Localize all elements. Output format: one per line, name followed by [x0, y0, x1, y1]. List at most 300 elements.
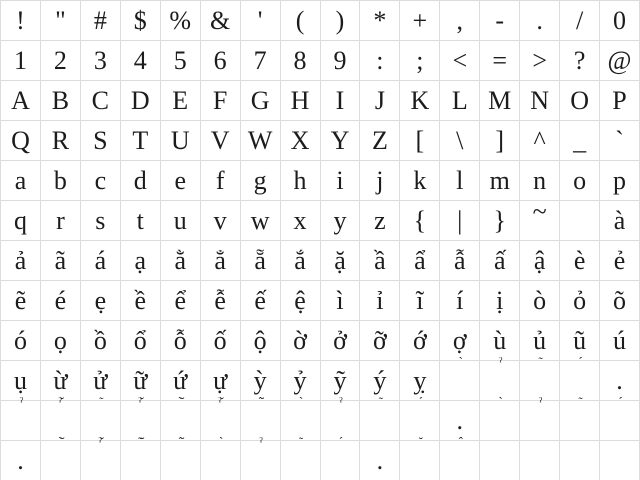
glyph: ˀ	[539, 394, 541, 409]
glyph-cell	[41, 161, 81, 201]
glyph-cell	[161, 434, 201, 480]
glyph: á	[94, 245, 107, 275]
glyph: ˋ	[458, 354, 461, 369]
glyph: .	[376, 445, 384, 475]
glyph: h	[293, 165, 307, 195]
glyph-row	[1, 394, 640, 441]
glyph-cell	[400, 321, 440, 361]
glyph: ˊ	[578, 354, 581, 369]
glyph: ỗ	[173, 325, 187, 355]
glyph-cell	[81, 81, 121, 121]
glyph: c	[94, 165, 107, 195]
glyph-cell	[121, 161, 161, 201]
glyph: Y	[330, 125, 350, 155]
glyph-cell	[41, 281, 81, 321]
glyph-cell	[440, 1, 480, 41]
glyph: "	[55, 5, 66, 35]
glyph: ự	[213, 365, 228, 395]
glyph-cell	[1, 441, 41, 480]
glyph: ẽ	[14, 285, 27, 315]
glyph-cell	[360, 441, 400, 480]
glyph: ỡ	[373, 325, 387, 355]
glyph-cell	[81, 321, 121, 361]
glyph: ẳ	[214, 245, 226, 275]
glyph: u	[173, 205, 187, 235]
glyph: q	[13, 205, 27, 235]
glyph: ˜	[99, 394, 102, 409]
glyph: 2	[53, 45, 67, 75]
glyph-cell	[201, 434, 241, 480]
glyph: ˋ˘	[177, 394, 183, 409]
glyph: ỳ	[253, 365, 267, 395]
glyph-cell	[560, 41, 600, 81]
glyph: ˜	[538, 354, 541, 369]
glyph-cell	[81, 241, 121, 281]
glyph-cell	[400, 41, 440, 81]
glyph-cell	[281, 241, 321, 281]
glyph: ẹ	[94, 285, 107, 315]
glyph: W	[247, 125, 273, 155]
glyph: ỏ	[573, 285, 587, 315]
glyph-cell	[480, 241, 520, 281]
glyph: ì	[336, 285, 344, 315]
glyph: !	[16, 5, 25, 35]
glyph: ề	[134, 285, 147, 315]
glyph: N	[530, 85, 550, 115]
glyph-cell	[360, 161, 400, 201]
glyph: d	[133, 165, 147, 195]
glyph-cell	[201, 321, 241, 361]
glyph-cell	[161, 161, 201, 201]
glyph: t	[136, 205, 144, 235]
glyph: ồ	[93, 325, 107, 355]
glyph: ắ	[294, 245, 306, 275]
glyph: {	[413, 205, 427, 235]
glyph: V	[210, 125, 230, 155]
glyph-cell	[600, 161, 640, 201]
glyph: ậ	[533, 245, 546, 275]
glyph-cell	[400, 1, 440, 41]
glyph: ị	[496, 285, 504, 315]
glyph-cell	[321, 81, 361, 121]
glyph-cell	[480, 81, 520, 121]
glyph-cell	[281, 41, 321, 81]
glyph-cell	[41, 434, 81, 480]
glyph: ủ	[533, 325, 547, 355]
glyph: J	[374, 85, 385, 115]
glyph-cell	[121, 241, 161, 281]
glyph-cell	[480, 1, 520, 41]
glyph-cell	[600, 394, 640, 441]
glyph: a	[14, 165, 27, 195]
glyph: ỹ	[333, 365, 347, 395]
glyph-cell	[560, 281, 600, 321]
glyph: E	[172, 85, 189, 115]
glyph-cell	[81, 161, 121, 201]
glyph: 1	[13, 45, 27, 75]
glyph-cell	[400, 241, 440, 281]
glyph-cell	[241, 161, 281, 201]
glyph: ẻ	[613, 245, 626, 275]
glyph-cell	[201, 41, 241, 81]
glyph: m	[489, 165, 510, 195]
glyph-cell	[560, 201, 600, 241]
glyph-cell	[360, 81, 400, 121]
glyph-cell	[600, 201, 640, 241]
glyph: p	[613, 165, 627, 195]
glyph: ˘	[418, 434, 422, 449]
glyph: è	[573, 245, 586, 275]
glyph: ễ	[214, 285, 226, 315]
glyph: ọ	[53, 325, 67, 355]
glyph: ˀ˘	[58, 394, 63, 409]
glyph-cell	[281, 1, 321, 41]
glyph-cell	[520, 281, 560, 321]
glyph-cell	[400, 281, 440, 321]
glyph-cell	[121, 434, 161, 480]
glyph: ế	[254, 285, 266, 315]
glyph-cell	[360, 41, 400, 81]
glyph-cell	[281, 201, 321, 241]
glyph-cell	[440, 434, 480, 480]
glyph: ˊ	[418, 394, 422, 409]
glyph-cell	[81, 121, 121, 161]
glyph-cell	[600, 1, 640, 41]
glyph-cell	[201, 81, 241, 121]
glyph: ˊ	[338, 434, 342, 449]
glyph: ứ	[173, 365, 188, 395]
glyph-cell	[480, 121, 520, 161]
glyph-cell	[520, 241, 560, 281]
glyph-cell	[480, 321, 520, 361]
glyph: *	[373, 5, 387, 35]
glyph: ˋ	[498, 394, 501, 409]
glyph: .	[616, 365, 623, 395]
glyph: ỷ	[293, 365, 307, 395]
glyph: k	[413, 165, 427, 195]
glyph-cell	[560, 81, 600, 121]
glyph-cell	[400, 81, 440, 121]
glyph-cell	[560, 161, 600, 201]
glyph: ừ	[53, 365, 68, 395]
glyph: ố	[213, 325, 227, 355]
glyph-cell	[281, 121, 321, 161]
glyph: ặ	[334, 245, 346, 275]
glyph: õ	[613, 285, 627, 315]
glyph: x	[293, 205, 307, 235]
glyph: ả	[14, 245, 27, 275]
glyph-cell	[600, 241, 640, 281]
glyph: y	[333, 205, 347, 235]
glyph: é	[54, 285, 67, 315]
glyph-cell	[241, 434, 281, 480]
glyph: H	[290, 85, 310, 115]
glyph-cell	[161, 1, 201, 41]
glyph-cell	[241, 201, 281, 241]
glyph: R	[51, 125, 70, 155]
glyph: ù	[493, 325, 507, 355]
glyph-row	[1, 354, 640, 401]
glyph: /	[575, 5, 584, 35]
glyph: 5	[173, 45, 187, 75]
glyph-cell	[440, 354, 480, 401]
glyph-cell	[1, 41, 41, 81]
glyph-cell	[600, 321, 640, 361]
glyph-row	[1, 196, 640, 241]
glyph-row	[1, 121, 640, 161]
glyph-cell	[480, 281, 520, 321]
glyph: .	[17, 445, 24, 475]
glyph: &	[210, 5, 231, 35]
glyph-row	[1, 1, 640, 41]
glyph-cell	[41, 241, 81, 281]
glyph-cell	[321, 241, 361, 281]
glyph-cell	[241, 1, 281, 41]
glyph: j	[376, 165, 384, 195]
glyph: 4	[133, 45, 147, 75]
glyph: ˜˘	[137, 434, 143, 449]
glyph-row	[1, 241, 640, 281]
glyph: ạ	[134, 245, 147, 275]
glyph-cell	[360, 1, 400, 41]
glyph-cell	[241, 281, 281, 321]
glyph: <	[452, 45, 468, 75]
glyph: i	[336, 165, 344, 195]
glyph-cell	[121, 281, 161, 321]
glyph: A	[11, 85, 30, 115]
glyph-cell	[321, 434, 361, 480]
glyph: ˀ	[259, 434, 261, 449]
glyph: (	[295, 5, 305, 35]
glyph: F	[212, 85, 228, 115]
glyph-cell	[1, 281, 41, 321]
glyph: ợ	[452, 325, 467, 355]
glyph: U	[170, 125, 190, 155]
glyph-cell	[241, 321, 281, 361]
glyph-cell	[520, 41, 560, 81]
glyph-cell	[121, 41, 161, 81]
glyph: |	[457, 205, 463, 235]
glyph: ˊ	[618, 394, 621, 409]
glyph: ầ	[374, 245, 386, 275]
glyph: :	[376, 45, 384, 75]
glyph-cell	[400, 434, 440, 480]
glyph-cell	[201, 241, 241, 281]
glyph: ~	[532, 196, 547, 226]
glyph: ể	[174, 285, 186, 315]
glyph-cell	[281, 321, 321, 361]
glyph-cell	[440, 81, 480, 121]
glyph: í	[456, 285, 464, 315]
glyph-cell	[41, 1, 81, 41]
glyph: ˜	[378, 394, 382, 409]
glyph-cell	[600, 281, 640, 321]
glyph: z	[374, 205, 386, 235]
glyph-row	[1, 41, 640, 81]
glyph: g	[253, 165, 267, 195]
glyph: X	[290, 125, 310, 155]
glyph: #	[93, 5, 107, 35]
glyph-row	[1, 81, 640, 121]
glyph-cell	[41, 321, 81, 361]
glyph: ˀ	[339, 394, 341, 409]
glyph: ;	[416, 45, 424, 75]
glyph: %	[169, 5, 192, 35]
glyph-cell	[281, 81, 321, 121]
glyph-cell	[81, 41, 121, 81]
glyph-cell	[520, 441, 560, 480]
glyph-cell	[321, 201, 361, 241]
glyph-cell	[161, 241, 201, 281]
glyph: ữ	[133, 365, 148, 395]
glyph-cell	[560, 1, 600, 41]
glyph: Z	[371, 125, 388, 155]
glyph: L	[451, 85, 468, 115]
glyph-cell	[440, 241, 480, 281]
glyph: ˀ	[19, 394, 22, 409]
glyph: l	[456, 165, 464, 195]
glyph: o	[573, 165, 587, 195]
glyph: +	[412, 5, 428, 35]
glyph: ò	[533, 285, 547, 315]
glyph-cell	[321, 161, 361, 201]
glyph: ú	[613, 325, 627, 355]
glyph-cell	[201, 281, 241, 321]
glyph: 8	[293, 45, 307, 75]
glyph: [	[415, 125, 425, 155]
glyph-cell	[41, 81, 81, 121]
glyph-cell	[600, 121, 640, 161]
glyph-cell	[440, 41, 480, 81]
glyph-cell	[440, 281, 480, 321]
glyph: M	[488, 85, 512, 115]
glyph-cell	[241, 241, 281, 281]
glyph-cell	[241, 41, 281, 81]
glyph: 3	[93, 45, 107, 75]
glyph-cell	[201, 1, 241, 41]
glyph: P	[612, 85, 627, 115]
glyph-cell	[520, 354, 560, 401]
glyph: ˜	[298, 434, 302, 449]
glyph-cell	[360, 394, 400, 441]
glyph-cell	[440, 201, 480, 241]
glyph: ˀ˘	[138, 394, 143, 409]
glyph: ớ	[412, 325, 427, 355]
glyph-cell	[281, 161, 321, 201]
glyph-cell	[480, 441, 520, 480]
glyph: ụ	[13, 365, 27, 395]
glyph: ˊ˘	[177, 434, 183, 449]
glyph: ˀ˘	[98, 434, 103, 449]
glyph-cell	[1, 81, 41, 121]
glyph-cell	[360, 281, 400, 321]
glyph: ˀ	[499, 354, 501, 369]
glyph-cell	[161, 321, 201, 361]
glyph: @	[607, 45, 632, 75]
glyph-cell	[1, 321, 41, 361]
glyph: )	[335, 5, 345, 35]
glyph: ĩ	[416, 285, 424, 315]
glyph-cell	[440, 121, 480, 161]
glyph: f	[215, 165, 225, 195]
glyph: C	[91, 85, 110, 115]
glyph-cell	[1, 241, 41, 281]
glyph: O	[570, 85, 589, 115]
glyph: .	[536, 5, 543, 35]
glyph: -	[495, 5, 505, 35]
glyph: ằ	[174, 245, 186, 275]
glyph: n	[533, 165, 547, 195]
glyph-cell	[480, 161, 520, 201]
glyph: ˋ	[298, 394, 302, 409]
glyph-cell	[520, 121, 560, 161]
glyph-cell	[1, 161, 41, 201]
glyph-cell	[600, 81, 640, 121]
glyph: ờ	[293, 325, 307, 355]
glyph-cell	[81, 201, 121, 241]
glyph-cell	[201, 121, 241, 161]
glyph: D	[130, 85, 150, 115]
glyph: >	[532, 45, 547, 75]
glyph-cell	[520, 196, 560, 241]
glyph: b	[53, 165, 67, 195]
glyph-cell	[360, 321, 400, 361]
glyph-cell	[121, 1, 161, 41]
glyph-cell	[201, 161, 241, 201]
glyph: e	[174, 165, 186, 195]
glyph-cell	[241, 81, 281, 121]
glyph-row	[1, 434, 640, 480]
glyph: ũ	[573, 325, 587, 355]
glyph-cell	[520, 1, 560, 41]
glyph-cell	[121, 321, 161, 361]
glyph: ,	[456, 5, 464, 35]
glyph-cell	[1, 121, 41, 161]
glyph: Q	[11, 125, 30, 155]
glyph-cell	[560, 441, 600, 480]
glyph: ỵ	[413, 365, 427, 395]
glyph: B	[51, 85, 70, 115]
glyph-cell	[360, 121, 400, 161]
glyph-cell	[41, 41, 81, 81]
glyph: K	[410, 85, 430, 115]
glyph: 6	[213, 45, 227, 75]
glyph: ộ	[253, 325, 267, 355]
glyph-cell	[81, 1, 121, 41]
glyph-cell	[1, 394, 41, 441]
glyph-cell	[281, 281, 321, 321]
glyph: ử	[93, 365, 108, 395]
glyph: s	[95, 205, 106, 235]
glyph-cell	[321, 1, 361, 41]
glyph: _	[573, 125, 587, 155]
glyph-cell	[560, 121, 600, 161]
glyph-cell	[41, 121, 81, 161]
glyph: v	[213, 205, 227, 235]
glyph: T	[132, 125, 149, 155]
glyph: w	[250, 205, 270, 235]
glyph-cell	[281, 434, 321, 480]
glyph-cell	[560, 241, 600, 281]
glyph: ˆ	[458, 434, 461, 449]
glyph-cell	[41, 201, 81, 241]
glyph-cell	[161, 281, 201, 321]
glyph: '	[257, 5, 263, 35]
glyph: ?	[573, 45, 586, 75]
glyph-cell	[121, 81, 161, 121]
glyph: ổ	[133, 325, 147, 355]
glyph: ấ	[493, 245, 506, 275]
